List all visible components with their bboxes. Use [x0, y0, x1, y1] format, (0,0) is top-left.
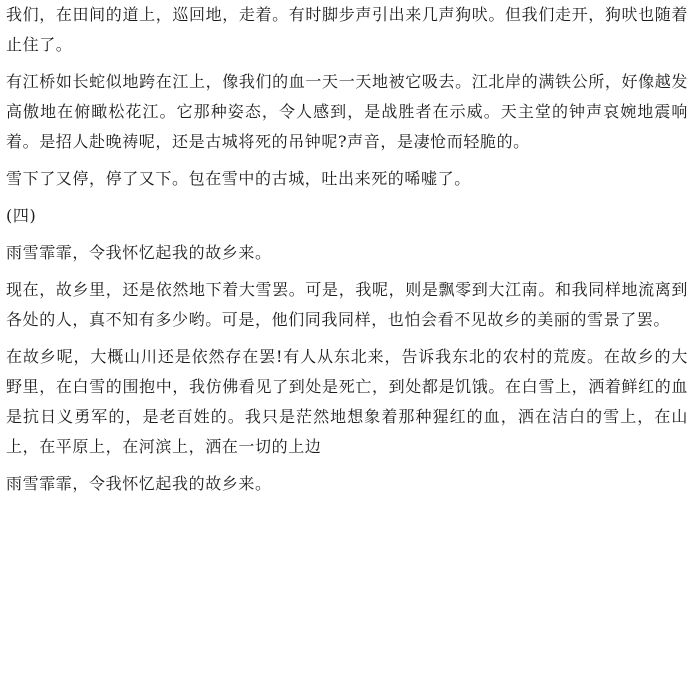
paragraph-4: 雨雪霏霏，令我怀忆起我的故乡来。: [6, 243, 272, 262]
paragraph-6: 在故乡呢，大概山川还是依然存在罢!有人从东北来，告诉我东北的农村的荒废。在故乡的大野里，在白雪的围抱中，我仿佛看见了到处是死亡，到处都是饥饿。在白雪上，洒着鲜红的血是抗日义勇军的，是老百姓的。我只是茫然地想象着那种猩红的血，洒在洁白的雪上，在山上，在平原上，在河滨上，洒在一切的上边: [6, 347, 688, 456]
paragraph-7: 雨雪霏霏，令我怀忆起我的故乡来。: [6, 474, 272, 493]
paragraph-5: 现在，故乡里，还是依然地下着大雪罢。可是，我呢，则是飘零到大江南。和我同样地流离到各处的人，真不知有多少哟。可是，他们同我同样，也怕会看不见故乡的美丽的雪景了罢。: [6, 280, 688, 329]
paragraph-1: 我们，在田间的道上，巡回地，走着。有时脚步声引出来几声狗吠。但我们走开，狗吠也随着止住了。: [6, 5, 688, 54]
paragraph-2: 有江桥如长蛇似地跨在江上，像我们的血一天一天地被它吸去。江北岸的满铁公所，好像越发高傲地在俯瞰松花江。它那种姿态，令人感到，是战胜者在示威。天主堂的钟声哀婉地震响着。是招人赴晚祷呢，还是古城将死的吊钟呢?声音，是凄怆而轻脆的。: [6, 72, 688, 151]
section-heading: (四): [6, 206, 37, 225]
document-body: [6, 0, 688, 506]
paragraph-3: 雪下了又停，停了又下。包在雪中的古城，吐出来死的唏嘘了。: [6, 169, 471, 188]
